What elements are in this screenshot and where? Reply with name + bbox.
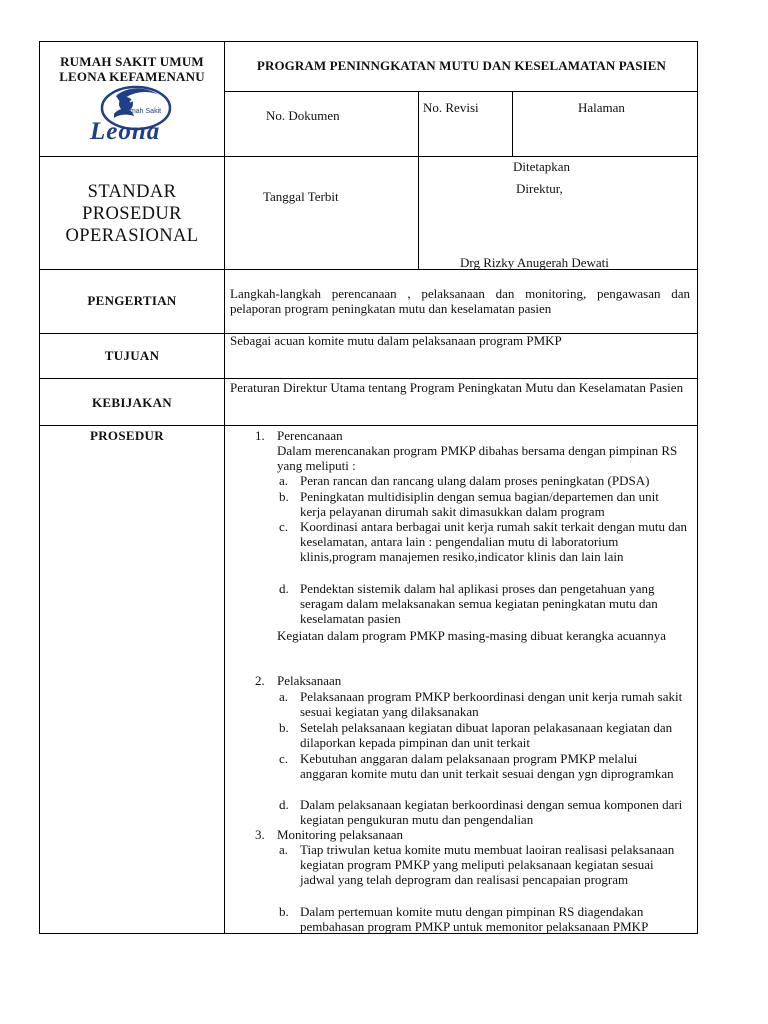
row-divider <box>39 156 698 157</box>
direktur-label: Direktur, <box>516 181 563 196</box>
table-border-left <box>39 41 40 934</box>
step-2-item-text: Pelaksanaan program PMKP berkoordinasi dengan unit kerja rumah sakit sesuai kegiatan yang dilaksanakan <box>300 689 683 719</box>
step-1-title: Perencanaan <box>277 428 343 443</box>
kebijakan-text: Peraturan Direktur Utama tentang Program Peningkatan Mutu dan Keselamatan Pasien <box>230 380 684 395</box>
step-2-item-letter: b. <box>279 720 289 735</box>
no-dokumen-label: No. Dokumen <box>266 108 340 123</box>
step-2-item-text: Dalam pelaksanaan kegiatan berkoordinasi dengan semua komponen dari kegiatan pengukuran mutu dan pengendalian <box>300 797 683 827</box>
logo-subtext: Rumah Sakit <box>121 108 162 115</box>
no-revisi-label: No. Revisi <box>423 100 479 115</box>
pengertian-text: Langkah-langkah perencanaan , pelaksanaan dan monitoring, pengawasan dan pelaporan program peningkatan mutu dan keselamatan pasien <box>230 286 690 316</box>
step-1-item-letter: a. <box>279 473 289 488</box>
prosedur-label: PROSEDUR <box>90 428 164 443</box>
ditetapkan-label: Ditetapkan <box>513 159 571 174</box>
step-3-item-letter: a. <box>279 842 289 857</box>
step-2-item-letter: a. <box>279 689 289 704</box>
step-3-title: Monitoring pelaksanaan <box>277 827 403 842</box>
hospital-name-line1: RUMAH SAKIT UMUM <box>60 54 204 69</box>
row-divider <box>39 378 698 379</box>
director-name: Drg Rizky Anugerah Dewati <box>460 255 609 270</box>
step-1-item-text: Peran rancan dan rancang ulang dalam proses peningkatan (PDSA) <box>300 473 650 488</box>
tujuan-text: Sebagai acuan komite mutu dalam pelaksanaan program PMKP <box>230 333 562 348</box>
halaman-label: Halaman <box>578 100 625 115</box>
step-1-closing: Kegiatan dalam program PMKP masing-masing dibuat kerangka acuannya <box>277 628 667 643</box>
step-2-item-letter: d. <box>279 797 289 812</box>
sop-title-line2: PROSEDUR <box>82 204 182 224</box>
row-divider <box>39 425 698 426</box>
step-1-item-letter: d. <box>279 581 289 596</box>
tujuan-label: TUJUAN <box>104 348 160 363</box>
step-2-title: Pelaksanaan <box>277 673 342 688</box>
step-1-number: 1. <box>255 428 265 443</box>
step-1-item-letter: b. <box>279 489 289 504</box>
step-2-number: 2. <box>255 673 265 688</box>
col-divider <box>418 91 419 270</box>
step-1-item-letter: c. <box>279 519 289 534</box>
step-1-item-text: Peningkatan multidisiplin dengan semua bagian/departemen dan unit kerja pelayanan dirumah sakit dimasukkan dalam program <box>300 489 659 519</box>
step-3-item-text: Tiap triwulan ketua komite mutu membuat laoiran realisasi pelaksanaan kegiatan program PMKP yang meliputi pelaksanaan kegiatan sesuai jadwal yang telah deprogram dan realisasi pencapaian program <box>300 842 675 887</box>
pengertian-label: PENGERTIAN <box>87 293 177 308</box>
sop-title-line1: STANDAR <box>87 182 177 202</box>
step-2-item-text: Kebutuhan anggaran dalam pelaksanaan program PMKP melalui anggaran komite mutu dan unit terkait sesuai dengan ygn diprogramkan <box>300 751 674 781</box>
program-title: PROGRAM PENINNGKATAN MUTU DAN KESELAMATAN PASIEN <box>256 58 667 73</box>
table-border-top <box>39 41 698 42</box>
tanggal-terbit-label: Tanggal Terbit <box>263 189 339 204</box>
col-divider <box>512 91 513 157</box>
kebijakan-label: KEBIJAKAN <box>92 395 172 410</box>
step-2-item-text: Setelah pelaksanaan kegiatan dibuat laporan pelakasanaan kegiatan dan dilaporkan kepada pimpinan dan unit terkait <box>300 720 673 750</box>
hospital-name <box>40 54 224 84</box>
step-2-item-letter: c. <box>279 751 289 766</box>
row-divider <box>224 91 698 92</box>
step-1-item-text: Pendektan sistemik dalam hal aplikasi proses dan pengetahuan yang seragam dalam melaksanakan semua kegiatan peningkatan mutu dan keselamatan pasien <box>300 581 658 626</box>
step-1-intro: Dalam merencanakan program PMKP dibahas bersama dengan pimpinan RS yang meliputi : <box>277 443 678 473</box>
logo-wordmark: Leona <box>90 118 161 145</box>
step-3-item-text: Dalam pertemuan komite mutu dengan pimpinan RS diagendakan pembahasan program PMKP untuk memonitor pelaksanaan PMKP <box>300 904 649 934</box>
hospital-name-line2: LEONA KEFAMENANU <box>59 69 205 84</box>
sop-title-line3: OPERASIONAL <box>65 226 199 246</box>
step-1-item-text: Koordinasi antara berbagai unit kerja rumah sakit terkait dengan mutu dan keselamatan, antara lain : pengendalian mutu di laboratorium klinis,program manajemen resiko,indicator klinis dan lain lain <box>300 519 687 564</box>
table-border-right <box>697 41 698 934</box>
step-3-number: 3. <box>255 827 265 842</box>
step-3-item-letter: b. <box>279 904 289 919</box>
sop-title <box>40 181 224 247</box>
table-divider-main <box>224 41 225 934</box>
